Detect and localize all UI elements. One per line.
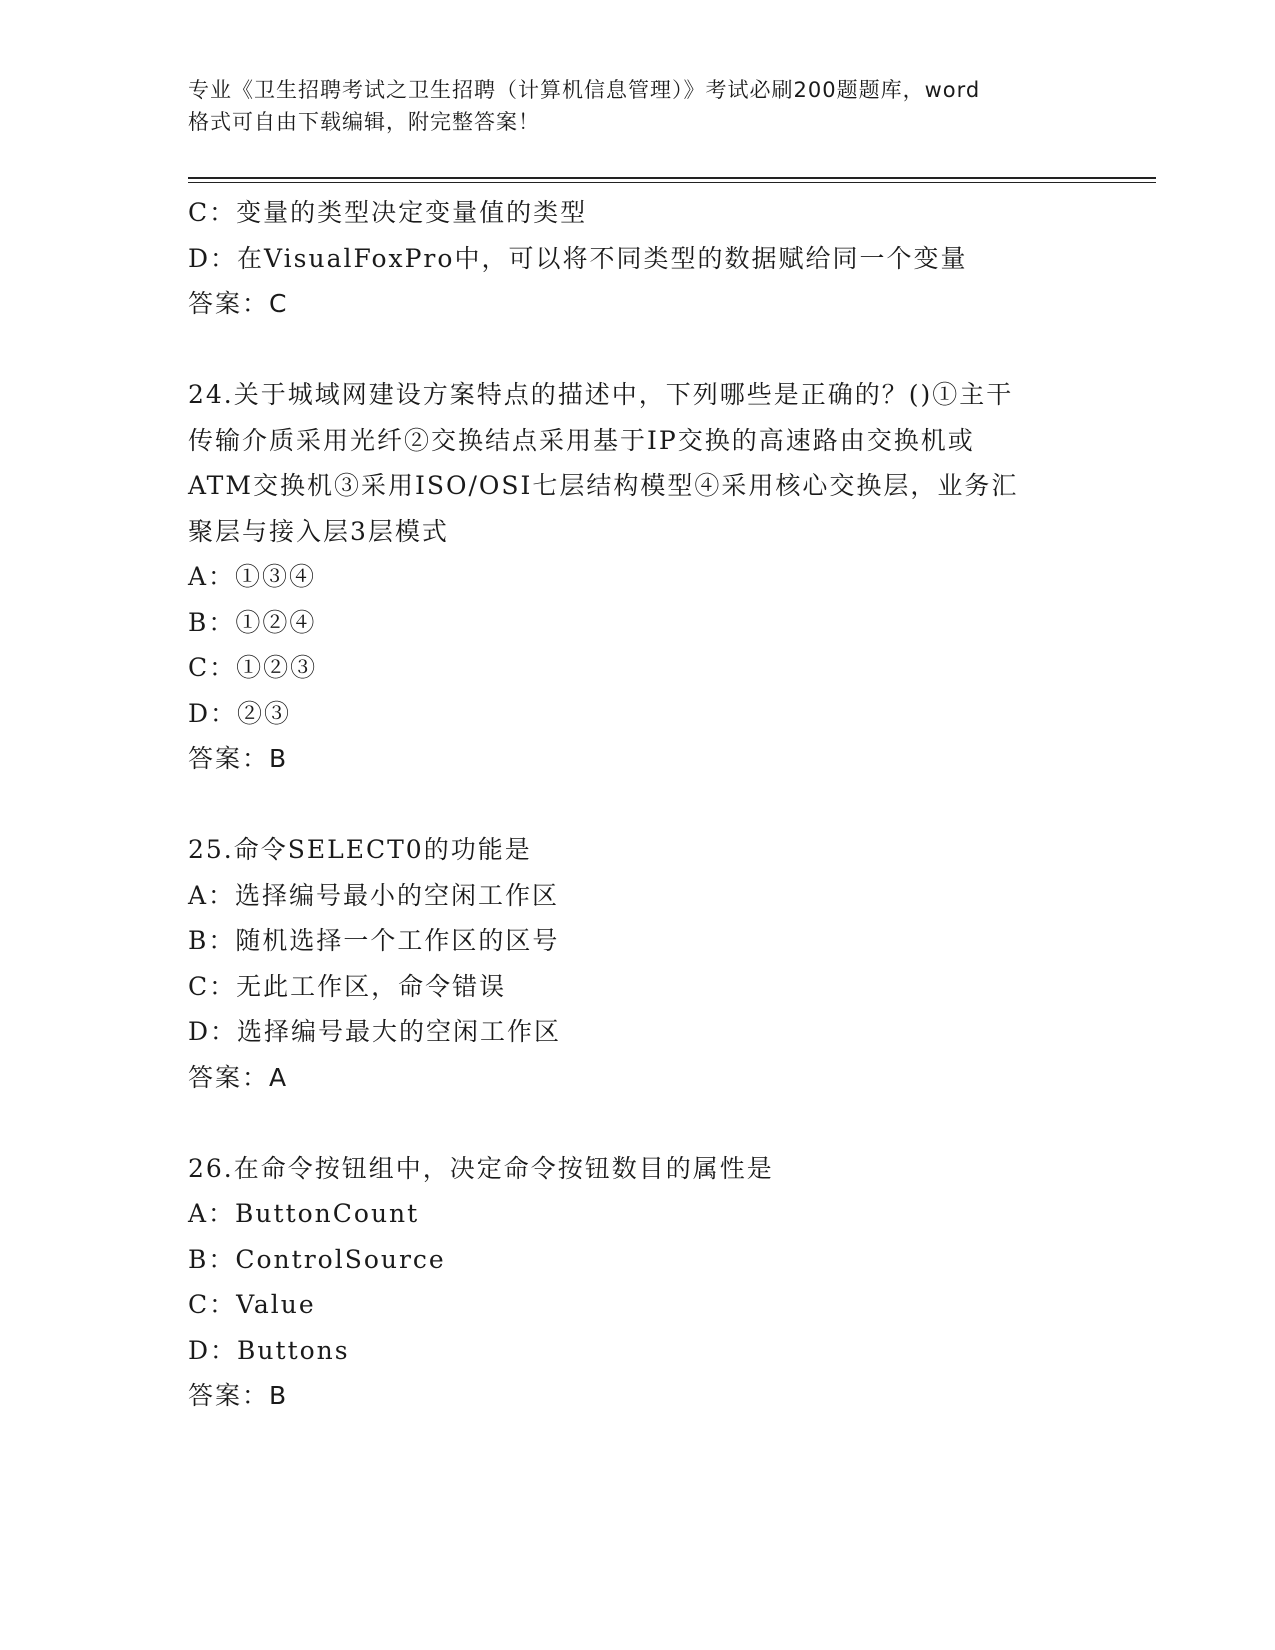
document-header bbox=[188, 74, 1088, 138]
question-25 bbox=[188, 827, 1088, 1100]
question-stem-line: 传输介质采用光纤②交换结点采用基于IP交换的高速路由交换机或 bbox=[188, 425, 975, 455]
question-stem-line: 25.命令SELECT0的功能是 bbox=[188, 835, 532, 864]
header-line-1: 专业《卫生招聘考试之卫生招聘（计算机信息管理）》考试必刷200题题库，word bbox=[188, 78, 981, 102]
option-c: C：①②③ bbox=[188, 653, 318, 682]
answer-line: 答案：C bbox=[188, 289, 289, 318]
option-d: D：Buttons bbox=[188, 1335, 350, 1365]
answer-line: 答案：A bbox=[188, 1062, 289, 1092]
option-a: A：选择编号最小的空闲工作区 bbox=[188, 880, 560, 910]
question-stem-line: ATM交换机③采用ISO/OSI七层结构模型④采用核心交换层，业务汇 bbox=[188, 471, 1019, 500]
option-c: C：变量的类型决定变量值的类型 bbox=[188, 198, 588, 227]
option-d: D：在VisualFoxPro中，可以将不同类型的数据赋给同一个变量 bbox=[188, 243, 968, 273]
option-c: C：无此工作区，命令错误 bbox=[188, 971, 507, 1001]
option-b: B：随机选择一个工作区的区号 bbox=[188, 926, 560, 955]
header-divider-thin bbox=[188, 182, 1156, 183]
question-stem-line: 26.在命令按钮组中，决定命令按钮数目的属性是 bbox=[188, 1153, 774, 1183]
question-stem-line: 24.关于城域网建设方案特点的描述中，下列哪些是正确的？()①主干 bbox=[188, 380, 1014, 409]
answer-line: 答案：B bbox=[188, 744, 289, 773]
option-c: C：Value bbox=[188, 1290, 316, 1319]
header-divider-thick bbox=[188, 177, 1156, 179]
option-d: D：选择编号最大的空闲工作区 bbox=[188, 1017, 562, 1046]
question-26 bbox=[188, 1146, 1088, 1419]
question-stem-line: 聚层与接入层3层模式 bbox=[188, 516, 449, 546]
question-list bbox=[188, 190, 1088, 1419]
option-b: B：ControlSource bbox=[188, 1244, 446, 1274]
question-24 bbox=[188, 372, 1088, 782]
option-b: B：①②④ bbox=[188, 607, 317, 637]
answer-line: 答案：B bbox=[188, 1381, 289, 1410]
option-a: A：①③④ bbox=[188, 562, 317, 591]
header-line-2: 格式可自由下载编辑，附完整答案！ bbox=[188, 110, 540, 134]
option-a: A：ButtonCount bbox=[188, 1199, 420, 1228]
prev-question-tail bbox=[188, 190, 1088, 327]
option-d: D：②③ bbox=[188, 698, 292, 728]
